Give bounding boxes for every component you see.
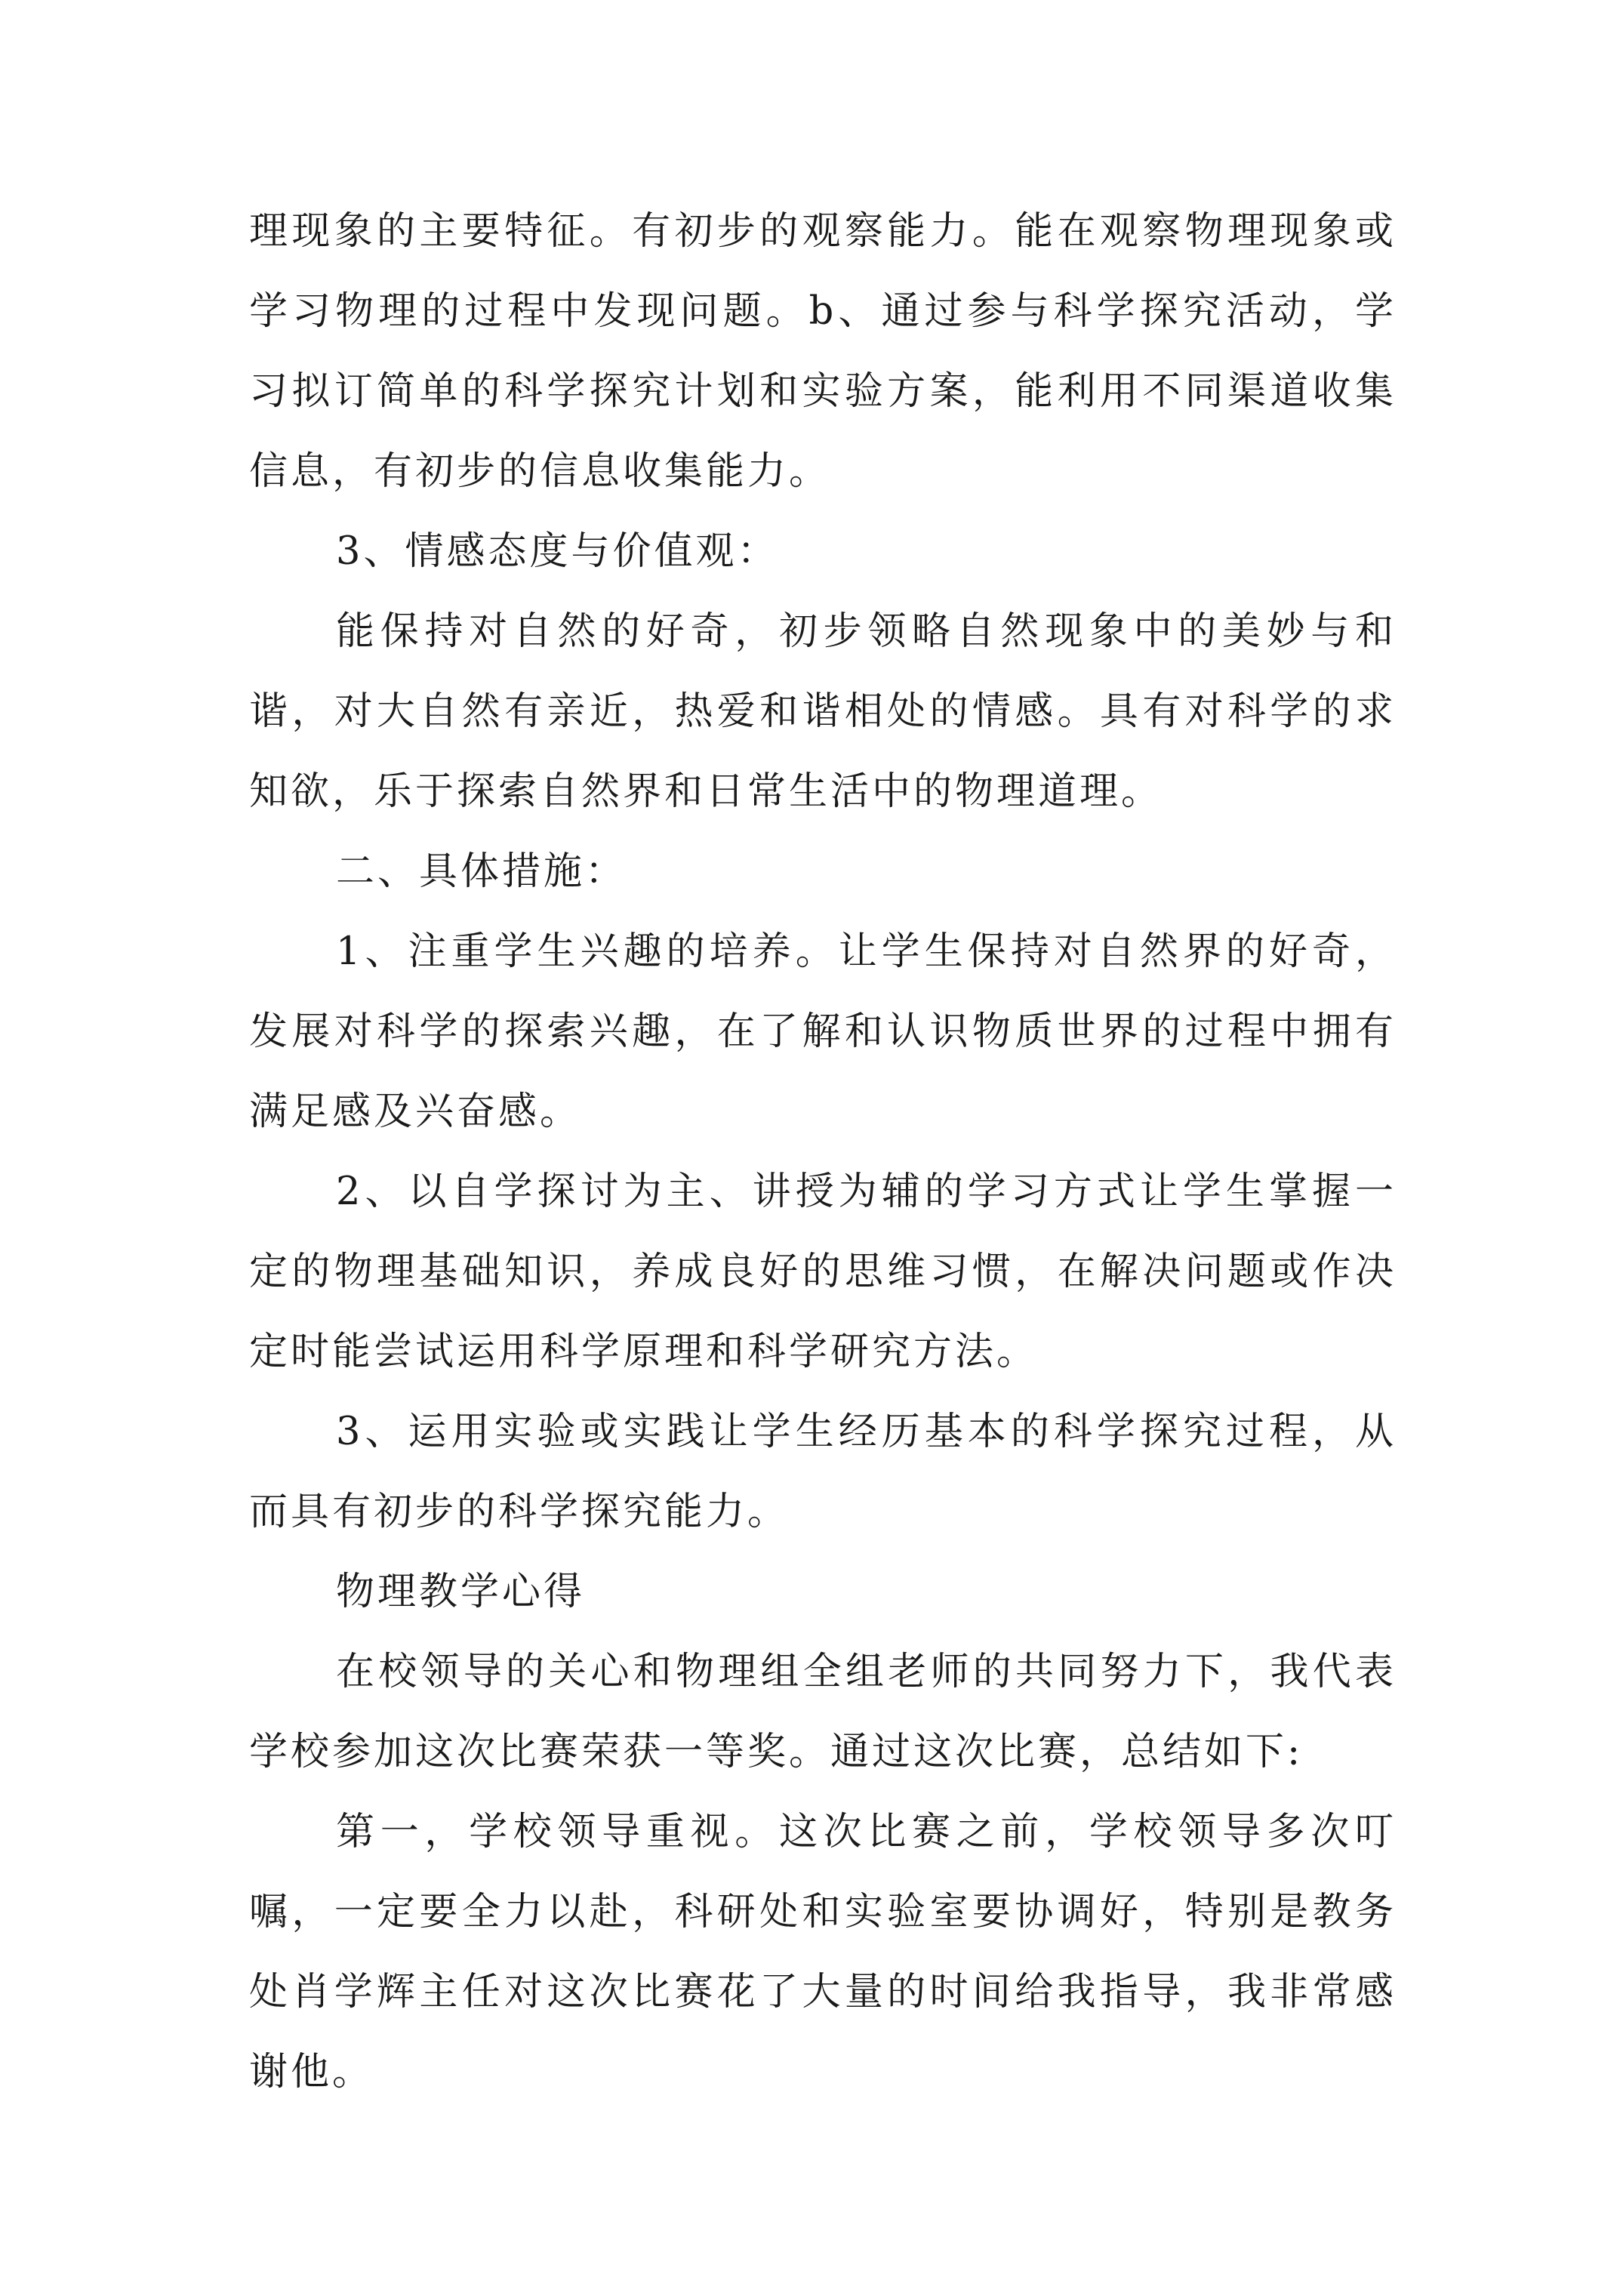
paragraph-curiosity-nature: 能保持对自然的好奇，初步领略自然现象中的美妙与和谐，对大自然有亲近，热爱和谐相处的情感。具有对科学的求知欲，乐于探索自然界和日常生活中的物理道理。 [249,609,1397,814]
paragraph-observation-ability: 理现象的主要特征。有初步的观察能力。能在观察物理现象或学习物理的过程中发现问题。b、通过参与科学探究活动，学习拟订简单的科学探究计划和实验方案，能利用不同渠道收集信息，有初步的信息收集能力。 [249,209,1397,494]
document-body [249,192,1397,2113]
heading-emotion-attitude-values: 3、情感态度与价值观： [336,529,779,574]
heading-specific-measures: 二、具体措施： [336,849,627,894]
paragraph-measure-interest: 1、注重学生兴趣的培养。让学生保持对自然界的好奇，发展对科学的探索兴趣，在了解和认识物质世界的过程中拥有满足感及兴奋感。 [249,929,1397,1134]
paragraph-measure-experiment: 3、运用实验或实践让学生经历基本的科学探究过程，从而具有初步的科学探究能力。 [249,1410,1397,1534]
paragraph-measure-self-study: 2、以自学探讨为主、讲授为辅的学习方式让学生掌握一定的物理基础知识，养成良好的思维习惯，在解决问题或作决定时能尝试运用科学原理和科学研究方法。 [249,1170,1397,1374]
heading-teaching-reflection: 物理教学心得 [336,1570,586,1614]
paragraph-competition-award: 在校领导的关心和物理组全组老师的共同努力下，我代表学校参加这次比赛荣获一等奖。通过这次比赛，总结如下: [249,1650,1397,1774]
paragraph-leadership-support: 第一，学校领导重视。这次比赛之前，学校领导多次叮嘱，一定要全力以赴，科研处和实验室要协调好，特别是教务处肖学辉主任对这次比赛花了大量的时间给我指导，我非常感谢他。 [249,1810,1397,2094]
